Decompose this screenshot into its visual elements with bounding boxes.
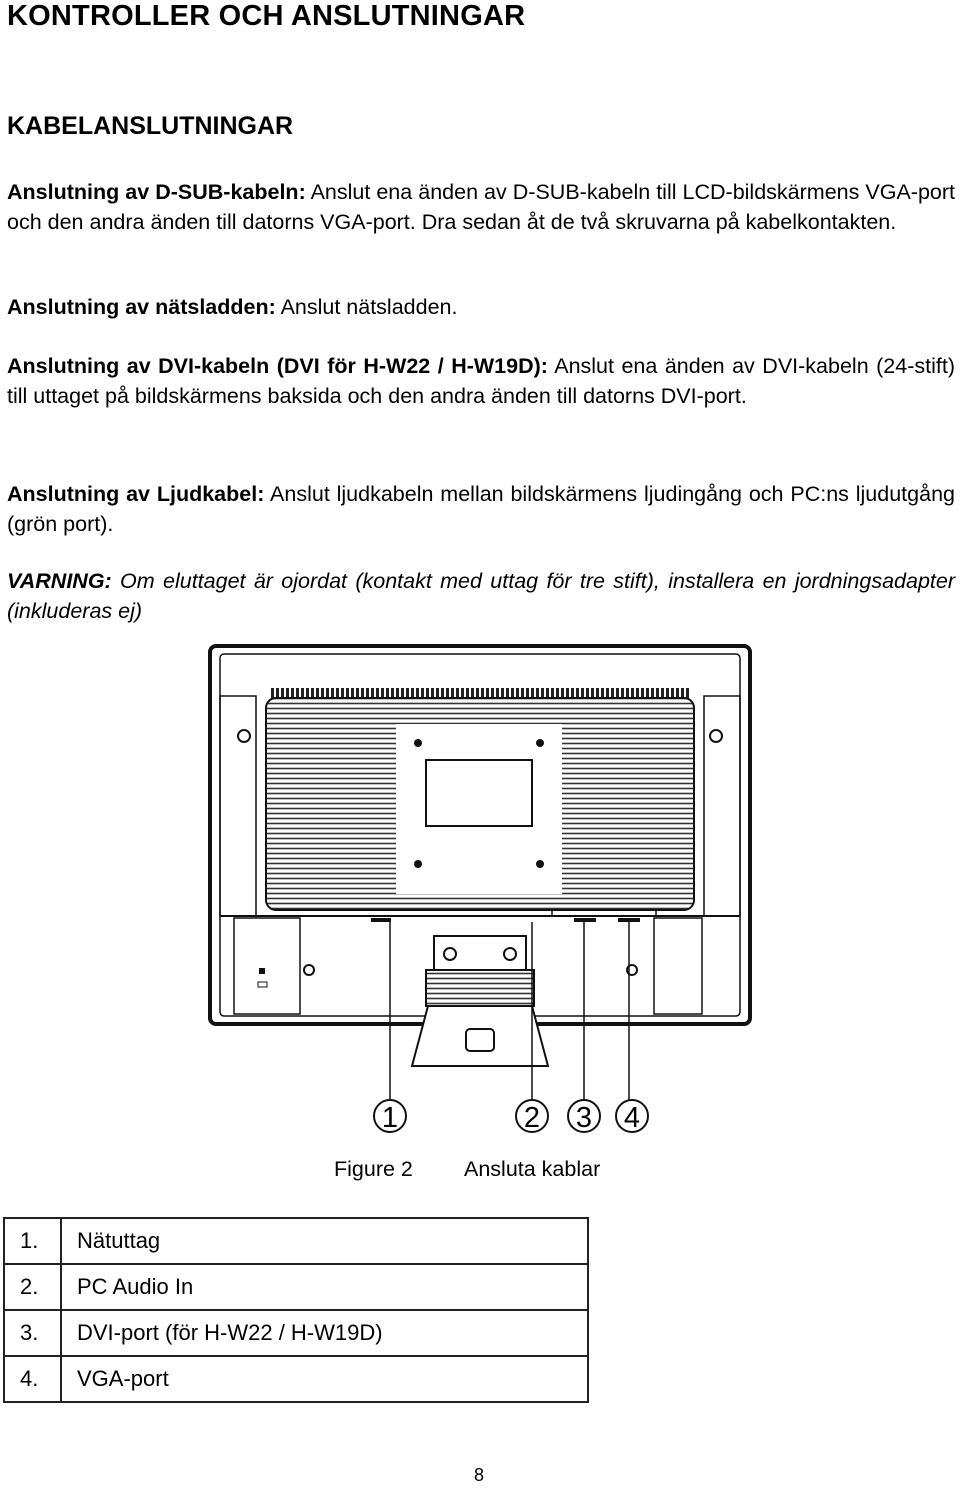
callout-number: 1	[381, 1102, 399, 1134]
legend-table	[3, 1217, 589, 1403]
paragraph-lead: Anslutning av nätsladden:	[7, 295, 276, 319]
paragraph-warning	[7, 567, 955, 626]
callout-number: 2	[523, 1102, 541, 1134]
label-plate	[426, 760, 532, 826]
paragraph-lead: Anslutning av Ljudkabel:	[7, 482, 265, 506]
stand-base	[412, 1006, 548, 1066]
page-number: 8	[474, 1465, 485, 1485]
monitor-rear-illustration	[196, 636, 762, 1146]
legend-label: Nätuttag	[61, 1218, 588, 1264]
legend-label: PC Audio In	[61, 1264, 588, 1310]
table-row	[4, 1310, 588, 1356]
legend-label: DVI-port (för H-W22 / H-W19D)	[61, 1310, 588, 1356]
paragraph-audio	[7, 480, 955, 539]
figure-caption-number: Figure 2	[334, 1157, 413, 1181]
warning-lead: VARNING:	[7, 569, 112, 593]
legend-number: 4.	[4, 1356, 61, 1402]
paragraph-dsub	[7, 178, 955, 237]
paragraph-text: Anslut ljudkabeln mellan bildskärmens ljudingång och PC:ns ljudutgång (grön port).	[7, 482, 955, 536]
paragraph-dvi	[7, 352, 955, 411]
stand-top	[434, 936, 526, 970]
lock-icon	[259, 968, 265, 974]
legend-number: 1.	[4, 1218, 61, 1264]
table-row	[4, 1218, 588, 1264]
paragraph-lead: Anslutning av D-SUB-kabeln:	[7, 180, 306, 204]
callout-number: 4	[623, 1102, 641, 1134]
paragraph-lead: Anslutning av DVI-kabeln (DVI för H-W22 / H-W19D):	[7, 354, 548, 378]
stand-neck	[426, 970, 534, 1006]
legend-number: 2.	[4, 1264, 61, 1310]
section-title: KABELANSLUTNINGAR	[7, 112, 294, 140]
table-row	[4, 1264, 588, 1310]
table-row	[4, 1356, 588, 1402]
figure-caption-text: Ansluta kablar	[464, 1157, 601, 1181]
paragraph-text: Anslut nätsladden.	[275, 295, 458, 319]
warning-text: Om eluttaget är ojordat (kontakt med uttag för tre stift), installera en jordningsadapter (inkluderas ej)	[7, 569, 955, 623]
callout-number: 3	[575, 1102, 593, 1134]
legend-number: 3.	[4, 1310, 61, 1356]
paragraph-text: Anslut ena änden av DVI-kabeln (24-stift) till uttaget på bildskärmens baksida och den andra änden till datorns DVI-port.	[7, 354, 955, 408]
legend-label: VGA-port	[61, 1356, 588, 1402]
page-title: KONTROLLER OCH ANSLUTNINGAR	[7, 0, 526, 32]
paragraph-text: Anslut ena änden av D-SUB-kabeln till LCD-bildskärmens VGA-port och den andra änden till datorns VGA-port. Dra sedan åt de två skruvarna på kabelkontakten.	[7, 180, 955, 234]
paragraph-power	[7, 293, 955, 323]
